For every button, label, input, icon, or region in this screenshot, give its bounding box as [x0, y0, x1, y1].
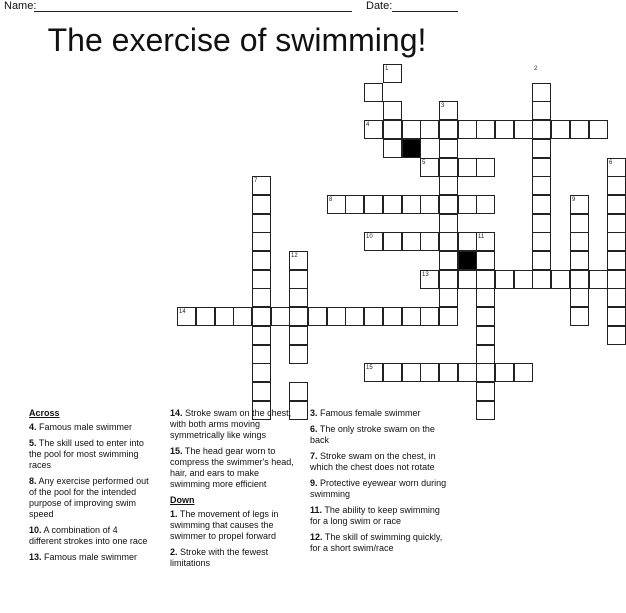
clue-item-text: The head gear worn to compress the swimmer's head, hair, and ears to make swimming more efficient	[170, 446, 294, 489]
grid-cell[interactable]	[570, 251, 589, 270]
clue-number: 2	[534, 66, 538, 72]
grid-cell[interactable]	[252, 251, 271, 270]
grid-cell[interactable]	[607, 214, 626, 233]
grid-cell[interactable]	[495, 120, 514, 139]
grid-cell[interactable]	[495, 363, 514, 382]
clue-item	[29, 552, 151, 563]
grid-cell[interactable]	[514, 120, 533, 139]
clue-item-text: The skill used to enter into the pool for most swimming races	[29, 438, 144, 470]
grid-cell[interactable]	[439, 139, 458, 158]
grid-cell[interactable]	[532, 139, 551, 158]
clue-item-number: 8.	[29, 476, 37, 486]
grid-cell[interactable]	[439, 251, 458, 270]
clue-item-number: 13.	[29, 552, 42, 562]
clue-item-text: A combination of 4 different strokes into one race	[29, 525, 148, 546]
grid-cell[interactable]	[327, 307, 346, 326]
clue-item-number: 7.	[310, 451, 318, 461]
grid-cell[interactable]	[514, 270, 533, 289]
clue-item-text: Protective eyewear worn during swimming	[310, 478, 447, 499]
grid-cell[interactable]	[383, 120, 402, 139]
grid-cell[interactable]	[289, 288, 308, 307]
clue-number: 1	[385, 66, 389, 72]
grid-cell[interactable]	[289, 382, 308, 401]
grid-cell[interactable]	[402, 363, 421, 382]
grid-cell[interactable]	[402, 195, 421, 214]
clue-item-number: 2.	[170, 547, 178, 557]
grid-cell[interactable]	[402, 120, 421, 139]
grid-cell[interactable]	[364, 195, 383, 214]
grid-cell[interactable]	[476, 158, 495, 177]
clue-item-number: 15.	[170, 446, 183, 456]
clues-column-1	[29, 408, 151, 568]
grid-cell[interactable]	[383, 307, 402, 326]
grid-cell[interactable]	[289, 345, 308, 364]
grid-cell[interactable]	[476, 401, 495, 420]
grid-cell[interactable]	[439, 195, 458, 214]
clue-number: 6	[609, 160, 613, 166]
clue-number: 12	[291, 253, 298, 259]
grid-cell[interactable]	[532, 158, 551, 177]
clue-item	[170, 547, 300, 569]
clue-item-text: Stroke with the fewest limitations	[170, 547, 269, 568]
grid-cell[interactable]	[271, 307, 290, 326]
grid-cell[interactable]	[289, 326, 308, 345]
grid-cell[interactable]	[439, 363, 458, 382]
clue-item-number: 9.	[310, 478, 318, 488]
clue-number: 13	[422, 272, 429, 278]
clue-item	[310, 478, 450, 500]
grid-cell[interactable]	[514, 363, 533, 382]
grid-cell[interactable]	[458, 232, 477, 251]
grid-cell[interactable]	[252, 307, 271, 326]
grid-cell[interactable]	[532, 120, 551, 139]
clue-item	[310, 505, 450, 527]
clue-number: 10	[366, 234, 373, 240]
grid-cell[interactable]	[551, 270, 570, 289]
grid-cell[interactable]	[458, 158, 477, 177]
clue-item-text: Famous female swimmer	[320, 408, 421, 418]
clue-number: 14	[179, 309, 186, 315]
name-label: Name:	[4, 0, 37, 12]
clue-item-text: Any exercise performed out of the pool for the intended purpose of improving swim speed	[29, 476, 149, 519]
grid-cell[interactable]	[402, 307, 421, 326]
clue-item-number: 10.	[29, 525, 42, 535]
grid-cell[interactable]	[252, 270, 271, 289]
grid-cell[interactable]	[607, 326, 626, 345]
grid-cell[interactable]	[570, 120, 589, 139]
grid-cell[interactable]	[345, 195, 364, 214]
clue-item	[170, 509, 300, 542]
clue-item-number: 4.	[29, 422, 37, 432]
grid-cell[interactable]	[458, 270, 477, 289]
puzzle-title: The exercise of swimming!	[47, 22, 427, 58]
clue-item	[170, 408, 300, 441]
grid-cell[interactable]	[364, 83, 383, 102]
grid-cell[interactable]	[196, 307, 215, 326]
grid-cell[interactable]	[570, 232, 589, 251]
grid-cell[interactable]	[289, 307, 308, 326]
clue-item-text: The ability to keep swimming for a long swim or race	[310, 505, 440, 526]
grid-cell[interactable]	[383, 139, 402, 158]
grid-cell[interactable]	[476, 363, 495, 382]
grid-cell[interactable]	[551, 120, 570, 139]
clue-number: 3	[441, 103, 445, 109]
grid-cell[interactable]	[420, 307, 439, 326]
grid-cell[interactable]	[402, 232, 421, 251]
clue-item	[29, 422, 151, 433]
grid-cell[interactable]	[476, 195, 495, 214]
clue-item-number: 1.	[170, 509, 178, 519]
clue-item	[29, 438, 151, 471]
grid-cell[interactable]	[607, 195, 626, 214]
grid-cell[interactable]	[252, 288, 271, 307]
grid-cell[interactable]	[607, 288, 626, 307]
grid-cell[interactable]	[252, 382, 271, 401]
grid-cell[interactable]	[458, 195, 477, 214]
clue-item	[29, 525, 151, 547]
black-square	[402, 139, 421, 158]
clue-item	[310, 408, 450, 419]
grid-cell[interactable]	[570, 270, 589, 289]
clue-item-number: 11.	[310, 505, 323, 515]
grid-cell[interactable]	[532, 195, 551, 214]
grid-cell[interactable]	[532, 232, 551, 251]
date-label: Date:	[366, 0, 393, 12]
clue-item	[310, 451, 450, 473]
grid-cell[interactable]	[607, 232, 626, 251]
grid-cell[interactable]	[252, 214, 271, 233]
clue-item	[310, 532, 450, 554]
grid-cell[interactable]	[532, 176, 551, 195]
grid-cell[interactable]	[570, 307, 589, 326]
clue-item-number: 6.	[310, 424, 318, 434]
grid-cell[interactable]	[420, 120, 439, 139]
grid-cell[interactable]	[439, 307, 458, 326]
grid-cell[interactable]	[607, 251, 626, 270]
clue-number: 11	[478, 234, 485, 240]
grid-cell[interactable]	[495, 270, 514, 289]
grid-cell[interactable]	[308, 307, 327, 326]
grid-cell[interactable]	[476, 288, 495, 307]
clue-item-text: The skill of swimming quickly, for a short swim/race	[310, 532, 443, 553]
grid-cell[interactable]	[383, 232, 402, 251]
grid-cell[interactable]	[589, 120, 608, 139]
clues-column-2	[170, 408, 300, 574]
grid-cell[interactable]	[383, 195, 402, 214]
grid-cell[interactable]	[476, 120, 495, 139]
grid-cell[interactable]	[532, 214, 551, 233]
clue-item-text: Famous male swimmer	[44, 552, 138, 562]
grid-cell[interactable]	[383, 363, 402, 382]
down-heading: Down	[170, 495, 195, 505]
grid-cell[interactable]	[345, 307, 364, 326]
clue-number: 4	[366, 122, 370, 128]
grid-cell[interactable]	[439, 270, 458, 289]
grid-cell[interactable]	[439, 120, 458, 139]
clue-number: 9	[572, 197, 576, 203]
black-square	[458, 251, 477, 270]
grid-cell[interactable]	[476, 307, 495, 326]
clue-item-number: 14.	[170, 408, 183, 418]
clue-item-text: Stroke swam on the chest, with both arms moving symmetrically like wings	[170, 408, 292, 440]
clue-number: 15	[366, 365, 373, 371]
grid-cell[interactable]	[439, 158, 458, 177]
across-heading: Across	[29, 408, 60, 418]
grid-cell[interactable]	[532, 83, 551, 102]
grid-cell[interactable]	[476, 345, 495, 364]
grid-cell[interactable]	[589, 270, 608, 289]
clue-item-number: 3.	[310, 408, 318, 418]
clue-item-text: Famous male swimmer	[39, 422, 133, 432]
grid-cell[interactable]	[233, 307, 252, 326]
grid-cell[interactable]	[364, 307, 383, 326]
grid-cell[interactable]	[420, 232, 439, 251]
clue-item	[29, 476, 151, 520]
grid-cell[interactable]	[420, 195, 439, 214]
clue-item-text: The movement of legs in swimming that causes the swimmer to propel forward	[170, 509, 279, 541]
grid-cell[interactable]	[252, 232, 271, 251]
grid-cell[interactable]	[458, 363, 477, 382]
grid-cell[interactable]	[289, 270, 308, 289]
grid-cell[interactable]	[252, 326, 271, 345]
grid-cell[interactable]	[215, 307, 234, 326]
grid-cell[interactable]	[439, 214, 458, 233]
grid-cell[interactable]	[570, 288, 589, 307]
grid-cell[interactable]	[458, 120, 477, 139]
grid-cell[interactable]	[532, 101, 551, 120]
grid-cell[interactable]	[607, 176, 626, 195]
clue-number: 7	[254, 178, 258, 184]
clue-number: 8	[329, 197, 333, 203]
grid-cell[interactable]	[252, 195, 271, 214]
clue-item-text: The only stroke swam on the back	[310, 424, 435, 445]
clue-item	[310, 424, 450, 446]
grid-cell[interactable]	[476, 270, 495, 289]
clue-number: 5	[422, 160, 426, 166]
grid-cell[interactable]	[252, 345, 271, 364]
clue-item-number: 12.	[310, 532, 323, 542]
grid-cell[interactable]	[532, 270, 551, 289]
grid-cell[interactable]	[252, 363, 271, 382]
grid-cell[interactable]	[439, 288, 458, 307]
clue-item	[170, 446, 300, 490]
grid-cell[interactable]	[607, 270, 626, 289]
grid-cell[interactable]	[570, 214, 589, 233]
grid-cell[interactable]	[607, 307, 626, 326]
grid-cell[interactable]	[476, 382, 495, 401]
grid-cell[interactable]	[476, 326, 495, 345]
grid-cell[interactable]	[439, 176, 458, 195]
clue-item-number: 5.	[29, 438, 37, 448]
grid-cell[interactable]	[383, 101, 402, 120]
grid-cell[interactable]	[439, 232, 458, 251]
grid-cell[interactable]	[476, 251, 495, 270]
clue-item-text: Stroke swam on the chest, in which the chest does not rotate	[310, 451, 436, 472]
grid-cell[interactable]	[420, 363, 439, 382]
clues-column-3	[310, 408, 450, 559]
grid-cell[interactable]	[532, 251, 551, 270]
